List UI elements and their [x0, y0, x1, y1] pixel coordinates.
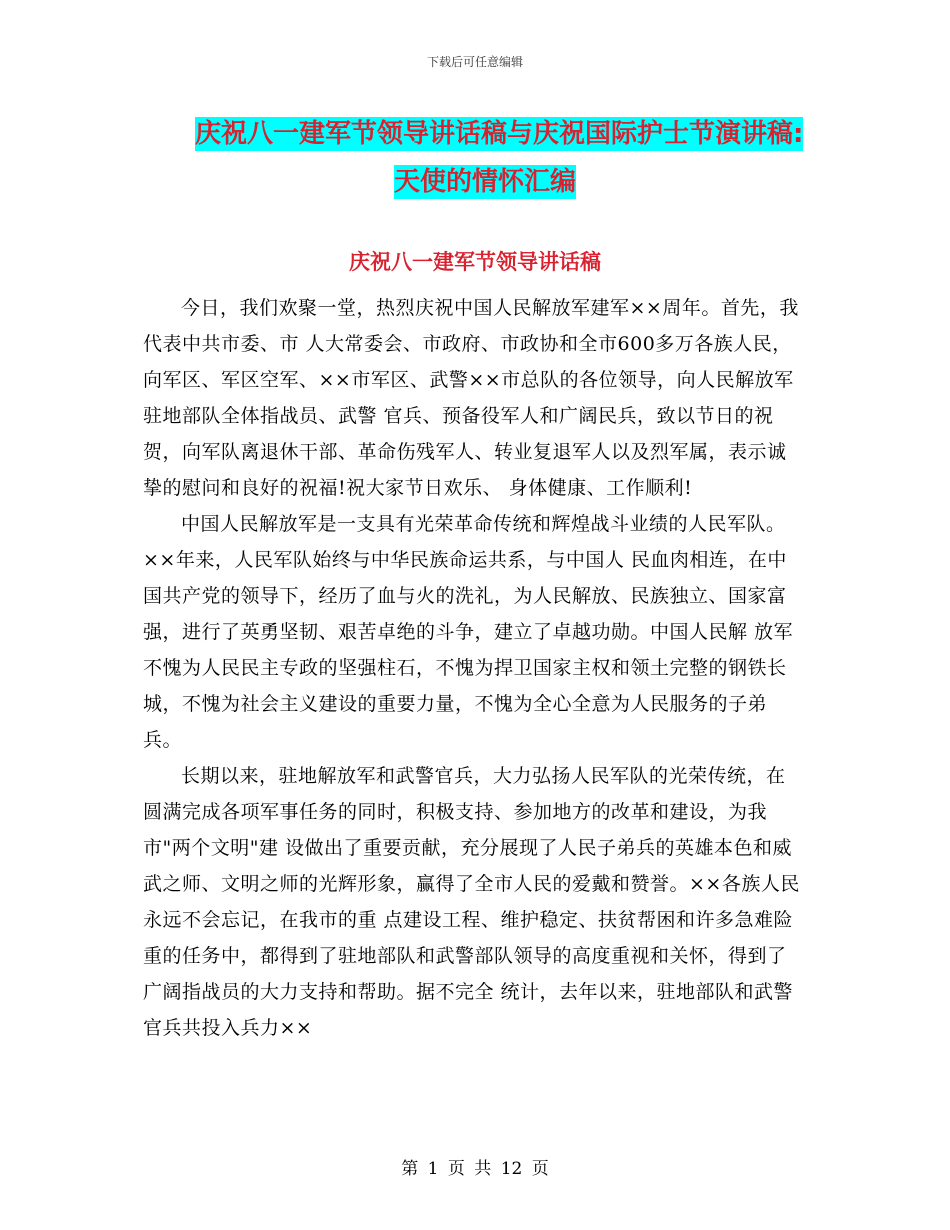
- title-line-1-text: 庆祝八一建军节领导讲话稿与庆祝国际护士节演讲稿:: [195, 119, 804, 149]
- body-text: [143, 290, 803, 1046]
- page-footer: 第 1 页 共 12 页: [401, 1159, 549, 1179]
- paragraph: 长期以来，驻地解放军和武警官兵，大力弘扬人民军队的光荣传统，在圆满完成各项军事任务的同时，积极支持、参加地方的改革和建设，为我市"两个文明"建 设做出了重要贡献，充分展现了人民子弟兵的英雄本色和威武之师、文明之师的光辉形象，赢得了全市人民的爱戴和赞誉。××各族人民永远不会忘记，在我市的重 点建设工程、维护稳定、扶贫帮困和许多急难险重的任务中，都得到了驻地部队和武警部队领导的高度重视和关怀，得到了广阔指战员的大力支持和帮助。据不完全 统计，去年以来，驻地部队和武警官兵共投入兵力××: [143, 765, 800, 1039]
- title-line-2-text: 天使的情怀汇编: [393, 167, 576, 197]
- section-title: 庆祝八一建军节领导讲话稿: [349, 250, 601, 274]
- document-title: [195, 110, 835, 206]
- paragraph: 今日，我们欢聚一堂，热烈庆祝中国人民解放军建军××周年。首先，我代表中共市委、市 人大常委会、市政府、市政协和全市600多万各族人民，向军区、军区空军、××市军区、武警××市总队的各位领导，向人民解放军驻地部队全体指战员、武警 官兵、预备役军人和广阔民兵，致以节日的祝贺，向军队离退休干部、革命伤残军人、转业复退军人以及烈军属，表示诚挚的慰问和良好的祝福!祝大家节日欢乐、 身体健康、工作顺利!: [143, 297, 799, 499]
- title-line-2: [195, 158, 835, 206]
- paragraph: 中国人民解放军是一支具有光荣革命传统和辉煌战斗业绩的人民军队。××年来，人民军队始终与中华民族命运共系，与中国人 民血肉相连，在中国共产党的领导下，经历了血与火的洗礼，为人民解放、民族独立、国家富强，进行了英勇坚韧、艰苦卓绝的斗争，建立了卓越功勋。中国人民解 放军不愧为人民民主专政的坚强柱石，不愧为捍卫国家主权和领土完整的钢铁长城，不愧为社会主义建设的重要力量，不愧为全心全意为人民服务的子弟兵。: [143, 513, 794, 751]
- title-line-1: [195, 110, 835, 158]
- header-note: 下载后可任意编辑: [426, 55, 523, 69]
